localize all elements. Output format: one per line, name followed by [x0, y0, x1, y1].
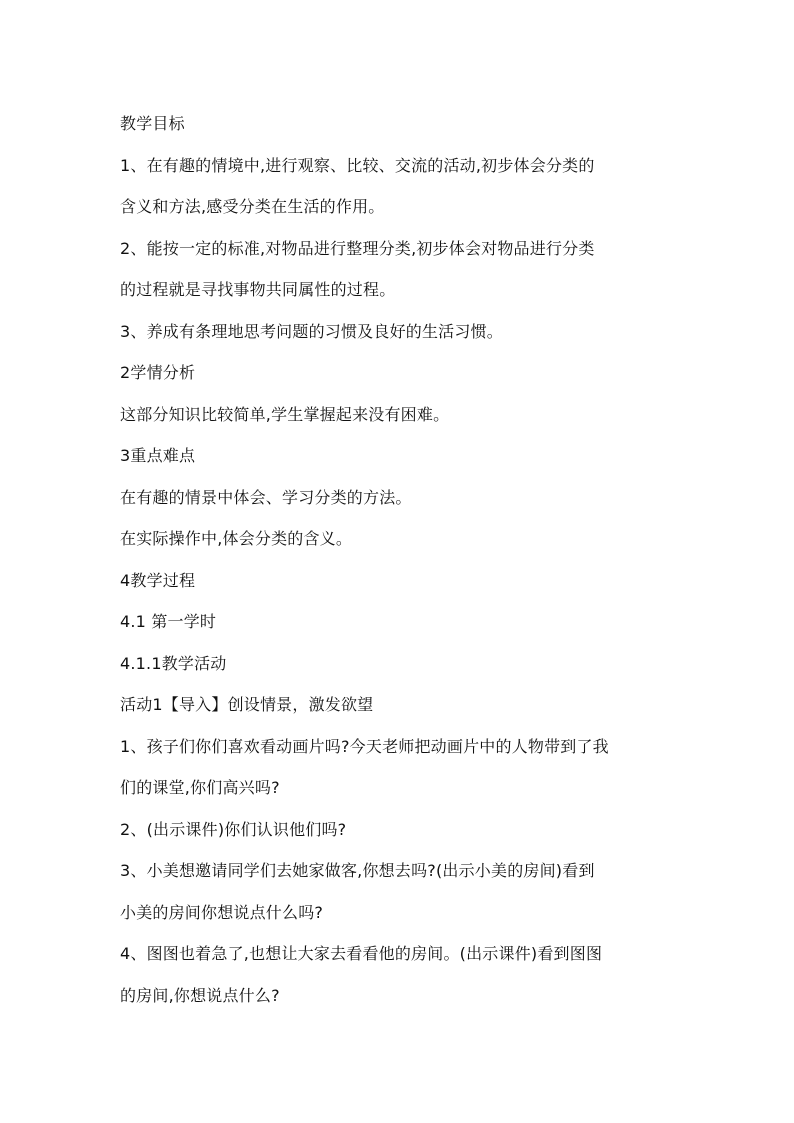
- paragraph-line: 4、图图也着急了,也想让大家去看看他的房间。(出示课件)看到图图: [120, 944, 603, 963]
- paragraph-line: 1、在有趣的情境中,进行观察、比较、交流的活动,初步体会分类的: [120, 155, 595, 175]
- paragraph-line: 在实际操作中,体会分类的含义。: [120, 529, 353, 548]
- document-body: [120, 103, 680, 1016]
- activity-heading: 活动1【导入】创设情景，激发欲望: [120, 695, 374, 714]
- paragraph-line: 2、(出示课件)你们认识他们吗?: [120, 819, 347, 839]
- subsection-heading-first-lesson: 4.1 第一学时: [120, 612, 217, 631]
- paragraph-line: 3、养成有条理地思考问题的习惯及良好的生活习惯。: [120, 321, 503, 341]
- section-heading-key-points: 3重点难点: [120, 446, 196, 465]
- paragraph-line: 在有趣的情景中体会、学习分类的方法。: [120, 487, 412, 507]
- paragraph-line: 含义和方法,感受分类在生活的作用。: [120, 197, 385, 216]
- paragraph-line: 们的课堂,你们高兴吗?: [120, 778, 280, 797]
- paragraph-line: 小美的房间你想说点什么吗?: [120, 902, 324, 922]
- paragraph-line: 3、小美想邀请同学们去她家做客,你想去吗?(出示小美的房间)看到: [120, 861, 595, 880]
- paragraph-line: 这部分知识比较简单,学生掌握起来没有困难。: [120, 404, 450, 424]
- paragraph-line: 的过程就是寻找事物共同属性的过程。: [120, 280, 396, 299]
- section-heading-student-analysis: 2学情分析: [120, 363, 196, 382]
- paragraph-line: 的房间,你想说点什么?: [120, 985, 280, 1005]
- paragraph-line: 1、孩子们你们喜欢看动画片吗?今天老师把动画片中的人物带到了我: [120, 736, 609, 756]
- paragraph-line: 2、能按一定的标准,对物品进行整理分类,初步体会对物品进行分类: [120, 238, 595, 258]
- section-heading-teaching-goals: 教学目标: [120, 114, 185, 133]
- section-heading-teaching-process: 4教学过程: [120, 570, 196, 590]
- subsection-heading-activities: 4.1.1教学活动: [120, 653, 227, 673]
